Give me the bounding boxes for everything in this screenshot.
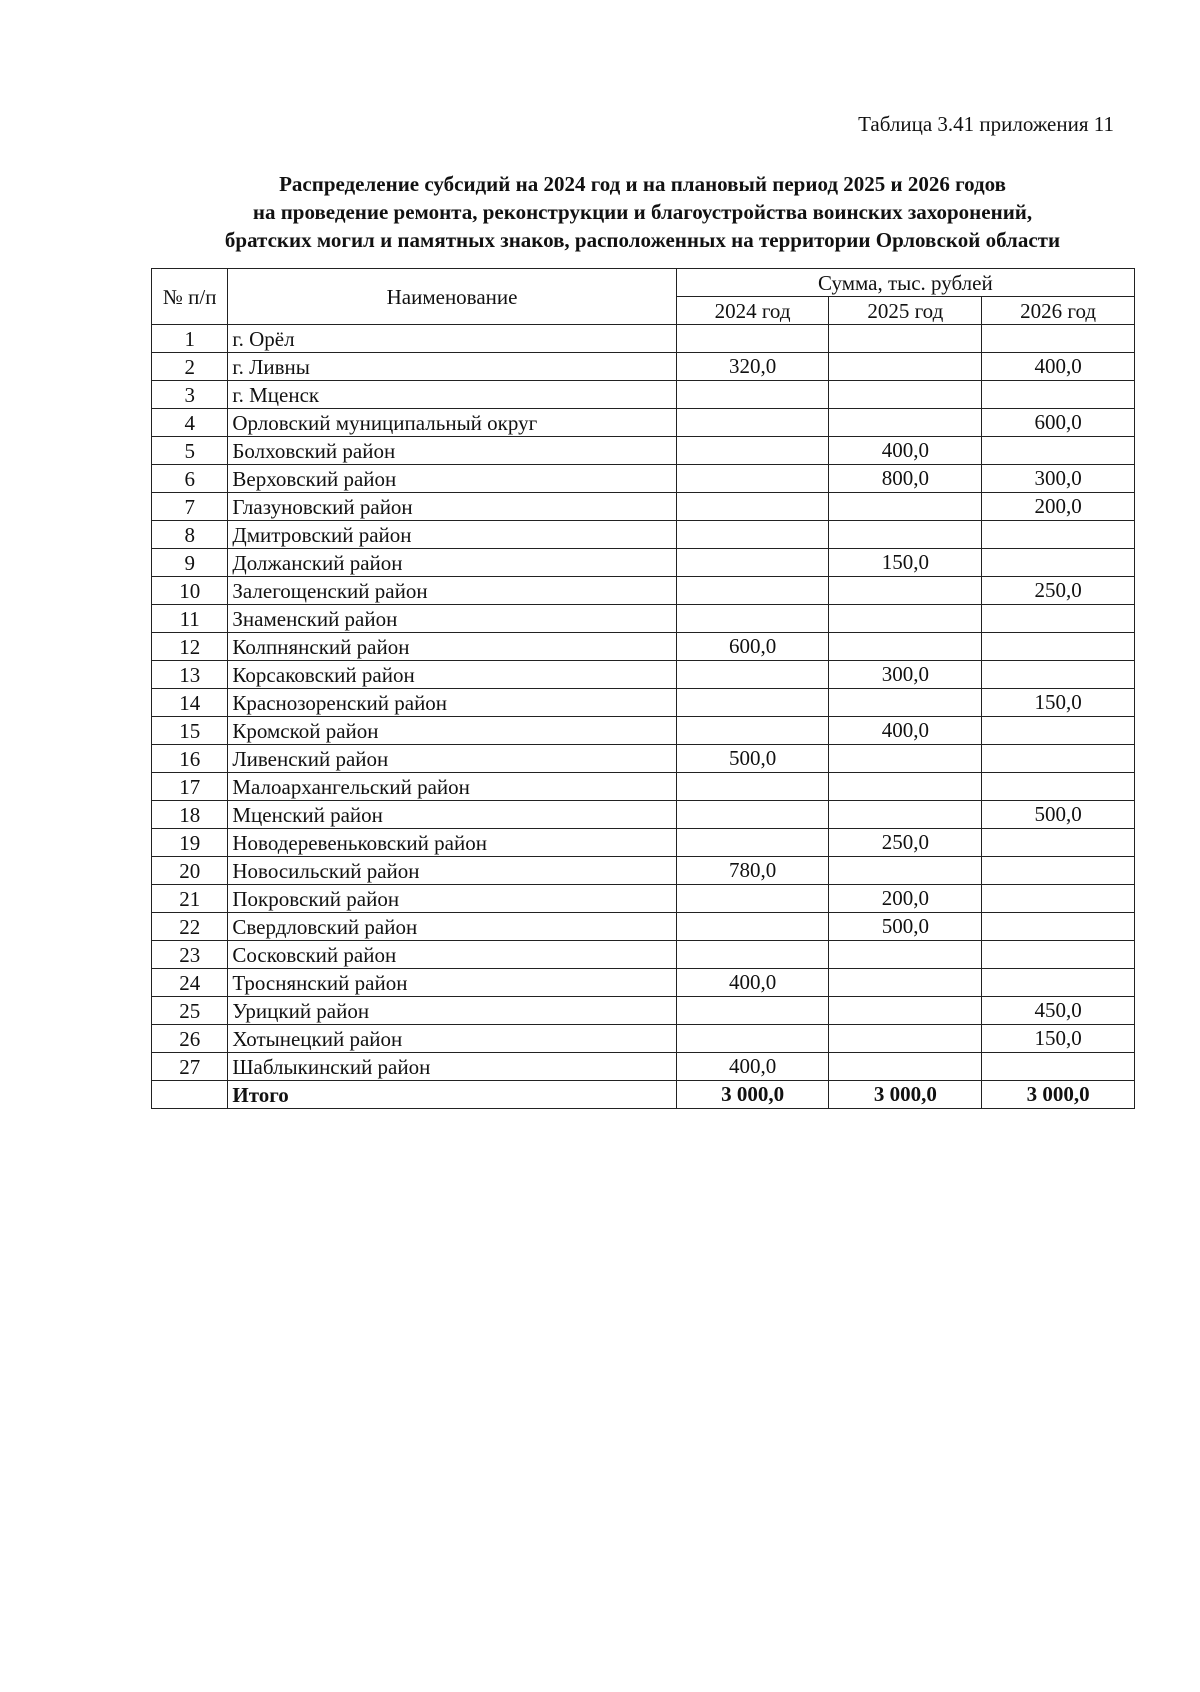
value-2025 (829, 969, 982, 997)
row-name: Троснянский район (228, 969, 676, 997)
row-number: 19 (152, 829, 228, 857)
row-name: Болховский район (228, 437, 676, 465)
row-number: 4 (152, 409, 228, 437)
value-2024 (676, 913, 829, 941)
total-number-empty (152, 1081, 228, 1109)
row-name: Орловский муниципальный округ (228, 409, 676, 437)
value-2024 (676, 997, 829, 1025)
table-body (152, 325, 1135, 1109)
header-row-1 (152, 269, 1135, 297)
value-2024 (676, 829, 829, 857)
column-header-name: Наименование (228, 269, 676, 325)
row-number: 27 (152, 1053, 228, 1081)
value-2024 (676, 689, 829, 717)
table-row (152, 661, 1135, 689)
column-header-2025: 2025 год (829, 297, 982, 325)
title-line-3: братских могил и памятных знаков, расположенных на территории Орловской области (224, 228, 1061, 252)
row-number: 7 (152, 493, 228, 521)
value-2024 (676, 801, 829, 829)
table-row (152, 325, 1135, 353)
table-row (152, 773, 1135, 801)
column-header-number: № п/п (152, 269, 228, 325)
row-number: 13 (152, 661, 228, 689)
value-2025 (829, 381, 982, 409)
row-number: 23 (152, 941, 228, 969)
row-name: Свердловский район (228, 913, 676, 941)
table-row (152, 577, 1135, 605)
value-2024 (676, 465, 829, 493)
value-2025 (829, 997, 982, 1025)
value-2024 (676, 773, 829, 801)
value-2026: 400,0 (982, 353, 1135, 381)
value-2026 (982, 549, 1135, 577)
table-row (152, 409, 1135, 437)
row-name: Верховский район (228, 465, 676, 493)
row-number: 2 (152, 353, 228, 381)
value-2024 (676, 661, 829, 689)
value-2026 (982, 381, 1135, 409)
row-name: Хотынецкий район (228, 1025, 676, 1053)
value-2025 (829, 1053, 982, 1081)
row-name: Сосковский район (228, 941, 676, 969)
value-2024: 600,0 (676, 633, 829, 661)
table-row (152, 1053, 1135, 1081)
subsidies-table (151, 268, 1135, 1109)
document-title (150, 170, 1135, 254)
value-2025 (829, 633, 982, 661)
row-number: 8 (152, 521, 228, 549)
value-2026 (982, 717, 1135, 745)
value-2024 (676, 325, 829, 353)
row-number: 17 (152, 773, 228, 801)
row-number: 1 (152, 325, 228, 353)
total-2026: 3 000,0 (982, 1081, 1135, 1109)
total-row (152, 1081, 1135, 1109)
value-2024 (676, 493, 829, 521)
value-2024: 500,0 (676, 745, 829, 773)
title-line-1: Распределение субсидий на 2024 год и на плановый период 2025 и 2026 годов (279, 172, 1006, 196)
row-number: 12 (152, 633, 228, 661)
row-name: Новосильский район (228, 857, 676, 885)
row-name: г. Ливны (228, 353, 676, 381)
row-number: 25 (152, 997, 228, 1025)
table-row (152, 521, 1135, 549)
value-2026: 600,0 (982, 409, 1135, 437)
table-row (152, 633, 1135, 661)
row-number: 5 (152, 437, 228, 465)
value-2025 (829, 745, 982, 773)
value-2026 (982, 857, 1135, 885)
table-row (152, 437, 1135, 465)
value-2025 (829, 689, 982, 717)
value-2026 (982, 605, 1135, 633)
value-2025 (829, 857, 982, 885)
value-2024 (676, 577, 829, 605)
value-2025: 400,0 (829, 717, 982, 745)
row-number: 3 (152, 381, 228, 409)
table-row (152, 941, 1135, 969)
value-2024: 780,0 (676, 857, 829, 885)
row-name: Корсаковский район (228, 661, 676, 689)
value-2025 (829, 773, 982, 801)
row-number: 20 (152, 857, 228, 885)
column-header-2024: 2024 год (676, 297, 829, 325)
row-number: 11 (152, 605, 228, 633)
value-2026 (982, 437, 1135, 465)
row-name: Мценский район (228, 801, 676, 829)
column-header-sum: Сумма, тыс. рублей (676, 269, 1134, 297)
table-row (152, 801, 1135, 829)
table-row (152, 913, 1135, 941)
table-row (152, 689, 1135, 717)
table-row (152, 969, 1135, 997)
value-2026 (982, 633, 1135, 661)
value-2024 (676, 605, 829, 633)
value-2025: 200,0 (829, 885, 982, 913)
value-2026 (982, 325, 1135, 353)
value-2026: 150,0 (982, 689, 1135, 717)
value-2025: 500,0 (829, 913, 982, 941)
value-2024: 400,0 (676, 1053, 829, 1081)
value-2024 (676, 549, 829, 577)
row-number: 24 (152, 969, 228, 997)
value-2026: 450,0 (982, 997, 1135, 1025)
row-name: г. Орёл (228, 325, 676, 353)
value-2025 (829, 409, 982, 437)
value-2025 (829, 521, 982, 549)
value-2026 (982, 661, 1135, 689)
value-2024 (676, 409, 829, 437)
value-2025: 400,0 (829, 437, 982, 465)
row-name: Глазуновский район (228, 493, 676, 521)
row-number: 18 (152, 801, 228, 829)
value-2024 (676, 521, 829, 549)
table-row (152, 997, 1135, 1025)
row-name: Ливенский район (228, 745, 676, 773)
row-number: 15 (152, 717, 228, 745)
row-number: 10 (152, 577, 228, 605)
row-name: Знаменский район (228, 605, 676, 633)
value-2024: 400,0 (676, 969, 829, 997)
row-name: Залегощенский район (228, 577, 676, 605)
value-2026 (982, 969, 1135, 997)
row-name: Краснозоренский район (228, 689, 676, 717)
table-row (152, 885, 1135, 913)
value-2026 (982, 745, 1135, 773)
value-2026 (982, 829, 1135, 857)
table-row (152, 549, 1135, 577)
value-2024 (676, 941, 829, 969)
value-2024 (676, 381, 829, 409)
table-row (152, 717, 1135, 745)
column-header-2026: 2026 год (982, 297, 1135, 325)
row-number: 9 (152, 549, 228, 577)
row-number: 22 (152, 913, 228, 941)
value-2024: 320,0 (676, 353, 829, 381)
value-2026: 500,0 (982, 801, 1135, 829)
row-name: Урицкий район (228, 997, 676, 1025)
value-2025 (829, 801, 982, 829)
row-number: 6 (152, 465, 228, 493)
value-2026: 300,0 (982, 465, 1135, 493)
value-2025 (829, 325, 982, 353)
value-2025: 250,0 (829, 829, 982, 857)
row-name: Малоархангельский район (228, 773, 676, 801)
value-2025 (829, 353, 982, 381)
row-name: Кромской район (228, 717, 676, 745)
value-2026 (982, 913, 1135, 941)
value-2025 (829, 493, 982, 521)
row-name: Дмитровский район (228, 521, 676, 549)
value-2025: 800,0 (829, 465, 982, 493)
value-2024 (676, 717, 829, 745)
row-name: Колпнянский район (228, 633, 676, 661)
value-2026 (982, 521, 1135, 549)
row-name: Новодеревеньковский район (228, 829, 676, 857)
table-header (152, 269, 1135, 325)
value-2025: 300,0 (829, 661, 982, 689)
value-2026 (982, 885, 1135, 913)
value-2025: 150,0 (829, 549, 982, 577)
row-number: 21 (152, 885, 228, 913)
value-2026 (982, 1053, 1135, 1081)
row-name: Должанский район (228, 549, 676, 577)
table-row (152, 1025, 1135, 1053)
table-row (152, 745, 1135, 773)
value-2024 (676, 885, 829, 913)
table-reference: Таблица 3.41 приложения 11 (858, 112, 1114, 136)
value-2026 (982, 941, 1135, 969)
table-row (152, 381, 1135, 409)
table-row (152, 605, 1135, 633)
row-number: 16 (152, 745, 228, 773)
value-2024 (676, 1025, 829, 1053)
total-2025: 3 000,0 (829, 1081, 982, 1109)
total-label: Итого (228, 1081, 676, 1109)
value-2026: 150,0 (982, 1025, 1135, 1053)
table-row (152, 829, 1135, 857)
value-2024 (676, 437, 829, 465)
table-row (152, 353, 1135, 381)
row-number: 14 (152, 689, 228, 717)
row-number: 26 (152, 1025, 228, 1053)
title-line-2: на проведение ремонта, реконструкции и благоустройства воинских захоронений, (252, 200, 1033, 224)
value-2026 (982, 773, 1135, 801)
value-2025 (829, 577, 982, 605)
table-row (152, 465, 1135, 493)
table-row (152, 857, 1135, 885)
total-2024: 3 000,0 (676, 1081, 829, 1109)
table-row (152, 493, 1135, 521)
value-2026: 250,0 (982, 577, 1135, 605)
value-2026: 200,0 (982, 493, 1135, 521)
row-name: Покровский район (228, 885, 676, 913)
value-2025 (829, 1025, 982, 1053)
row-name: Шаблыкинский район (228, 1053, 676, 1081)
row-name: г. Мценск (228, 381, 676, 409)
value-2025 (829, 605, 982, 633)
value-2025 (829, 941, 982, 969)
